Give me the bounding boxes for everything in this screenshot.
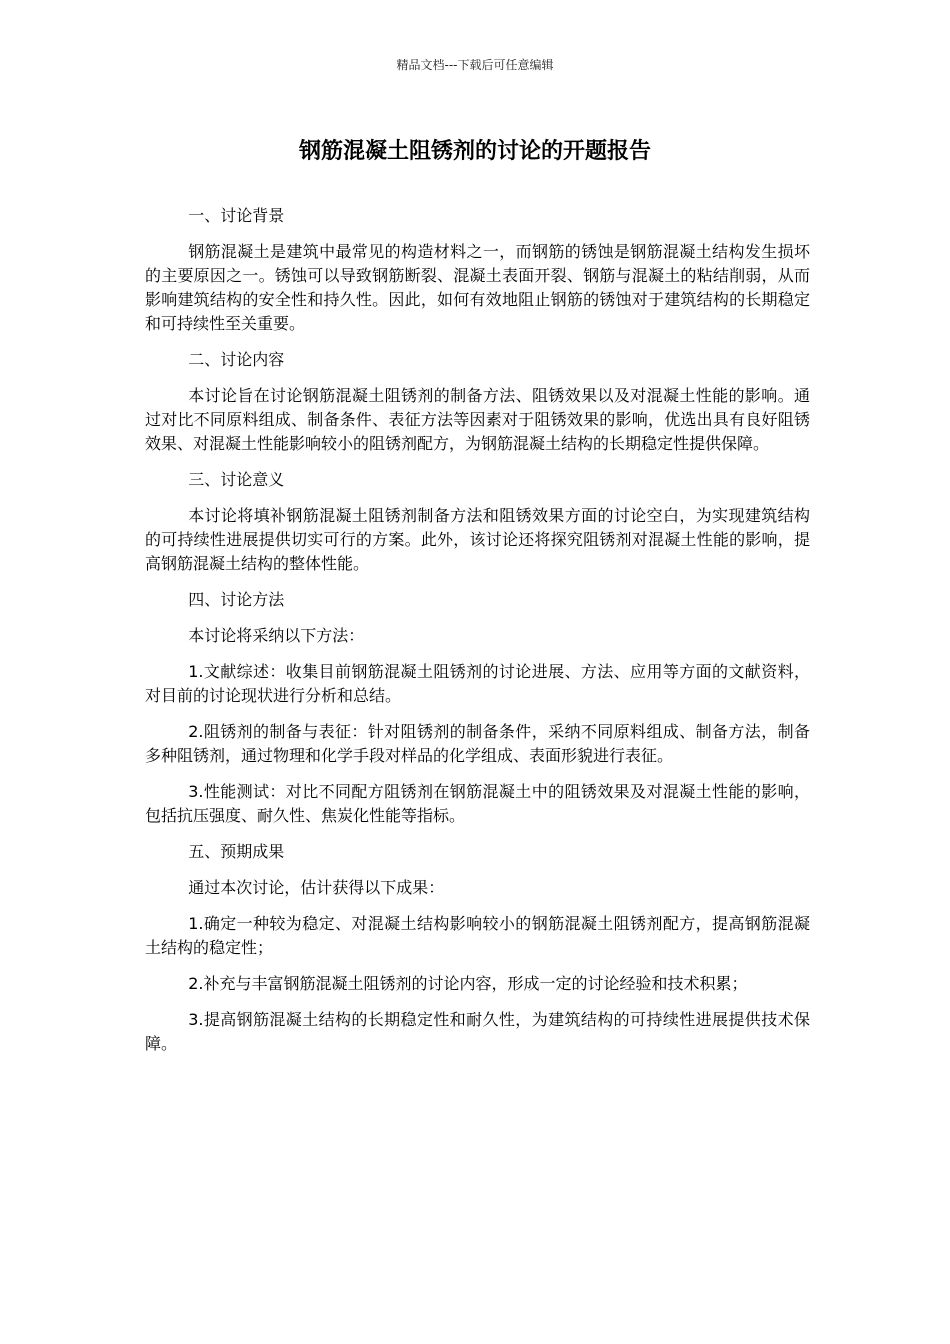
significance-paragraph: 本讨论将填补钢筋混凝土阻锈剂制备方法和阻锈效果方面的讨论空白，为实现建筑结构的可持续性进展提供切实可行的方案。此外，该讨论还将探究阻锈剂对混凝土性能的影响，提高钢筋混凝土结构的整体性能。 <box>145 506 810 573</box>
section-heading-significance: 三、讨论意义 <box>188 470 285 489</box>
methods-item-literature-review: 1.文献综述：收集目前钢筋混凝土阻锈剂的讨论进展、方法、应用等方面的文献资料，对目前的讨论现状进行分析和总结。 <box>145 662 810 705</box>
results-intro-paragraph: 通过本次讨论，估计获得以下成果： <box>188 878 445 897</box>
background-paragraph: 钢筋混凝土是建筑中最常见的构造材料之一，而钢筋的锈蚀是钢筋混凝土结构发生损坏的主要原因之一。锈蚀可以导致钢筋断裂、混凝土表面开裂、钢筋与混凝土的粘结削弱，从而影响建筑结构的安全性和持久性。因此，如何有效地阻止钢筋的锈蚀对于建筑结构的长期稳定和可持续性至关重要。 <box>145 242 810 333</box>
methods-item-preparation: 2.阻锈剂的制备与表征：针对阻锈剂的制备条件，采纳不同原料组成、制备方法，制备多种阻锈剂，通过物理和化学手段对样品的化学组成、表面形貌进行表征。 <box>145 722 810 765</box>
section-heading-content: 二、讨论内容 <box>188 350 285 369</box>
page-header-note: 精品文档---下载后可任意编辑 <box>396 58 554 72</box>
document-title: 钢筋混凝土阻锈剂的讨论的开题报告 <box>298 139 651 164</box>
section-heading-expected-results: 五、预期成果 <box>188 842 285 861</box>
methods-intro-paragraph: 本讨论将采纳以下方法： <box>188 626 365 645</box>
results-item-stability: 3.提高钢筋混凝土结构的长期稳定性和耐久性，为建筑结构的可持续性进展提供技术保障。 <box>145 1010 810 1053</box>
results-item-formula: 1.确定一种较为稳定、对混凝土结构影响较小的钢筋混凝土阻锈剂配方，提高钢筋混凝土结构的稳定性； <box>145 914 810 957</box>
section-heading-methods: 四、讨论方法 <box>188 590 285 609</box>
section-heading-background: 一、讨论背景 <box>188 206 285 225</box>
content-paragraph: 本讨论旨在讨论钢筋混凝土阻锈剂的制备方法、阻锈效果以及对混凝土性能的影响。通过对比不同原料组成、制备条件、表征方法等因素对于阻锈效果的影响，优选出具有良好阻锈效果、对混凝土性能影响较小的阻锈剂配方，为钢筋混凝土结构的长期稳定性提供保障。 <box>145 386 810 453</box>
methods-item-performance-test: 3.性能测试：对比不同配方阻锈剂在钢筋混凝土中的阻锈效果及对混凝土性能的影响，包括抗压强度、耐久性、焦炭化性能等指标。 <box>145 782 810 825</box>
results-item-research-content: 2.补充与丰富钢筋混凝土阻锈剂的讨论内容，形成一定的讨论经验和技术积累； <box>188 974 748 993</box>
document-body <box>145 204 810 1068</box>
